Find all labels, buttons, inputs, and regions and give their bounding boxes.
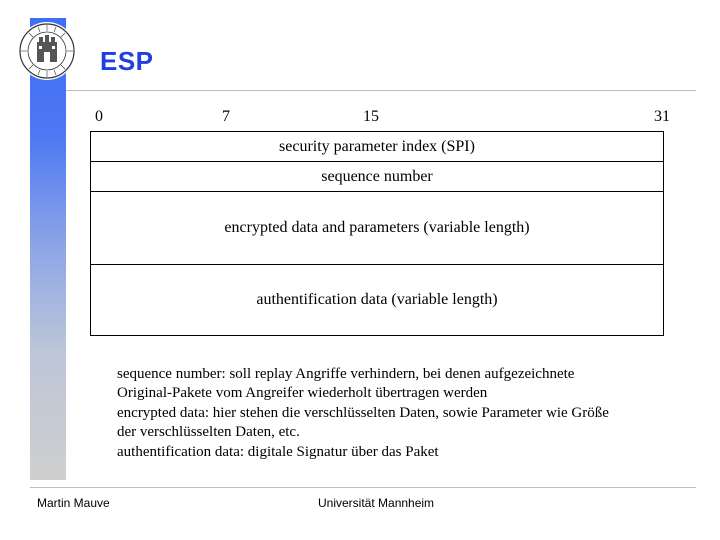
bit-label-15: 15	[363, 108, 379, 125]
notes	[117, 365, 677, 462]
university-seal-icon	[18, 22, 76, 80]
field-authentication-data	[91, 265, 663, 335]
field-spi-label: security parameter index (SPI)	[279, 137, 475, 155]
field-encrypted-data-label: encrypted data and parameters (variable length)	[224, 219, 530, 236]
bit-label-0: 0	[95, 108, 103, 125]
note-line: der verschlüsselten Daten, etc.	[117, 424, 300, 441]
title-divider	[66, 90, 696, 91]
footer-divider	[30, 487, 696, 488]
field-sequence-number	[91, 162, 663, 192]
footer-institution: Universität Mannheim	[318, 496, 435, 510]
note-line: encrypted data: hier stehen die verschlüsselten Daten, sowie Parameter wie Größe	[117, 404, 609, 421]
note-line: sequence number: soll replay Angriffe verhindern, bei denen aufgezeichnete	[117, 366, 575, 382]
slide-title: ESP	[100, 46, 154, 76]
note-line: authentification data: digitale Signatur über das Paket	[117, 443, 439, 460]
field-encrypted-data	[91, 192, 663, 265]
bit-label-7: 7	[222, 108, 230, 125]
field-authentication-data-label: authentification data (variable length)	[256, 291, 498, 308]
footer-author: Martin Mauve	[37, 496, 110, 510]
sidebar-accent-bar	[30, 18, 66, 480]
esp-packet-diagram	[90, 131, 664, 336]
field-spi	[91, 132, 663, 162]
note-line: Original-Pakete vom Angreifer wiederholt übertragen werden	[117, 385, 488, 402]
bit-label-31: 31	[654, 108, 670, 125]
field-sequence-number-label: sequence number	[321, 167, 433, 185]
